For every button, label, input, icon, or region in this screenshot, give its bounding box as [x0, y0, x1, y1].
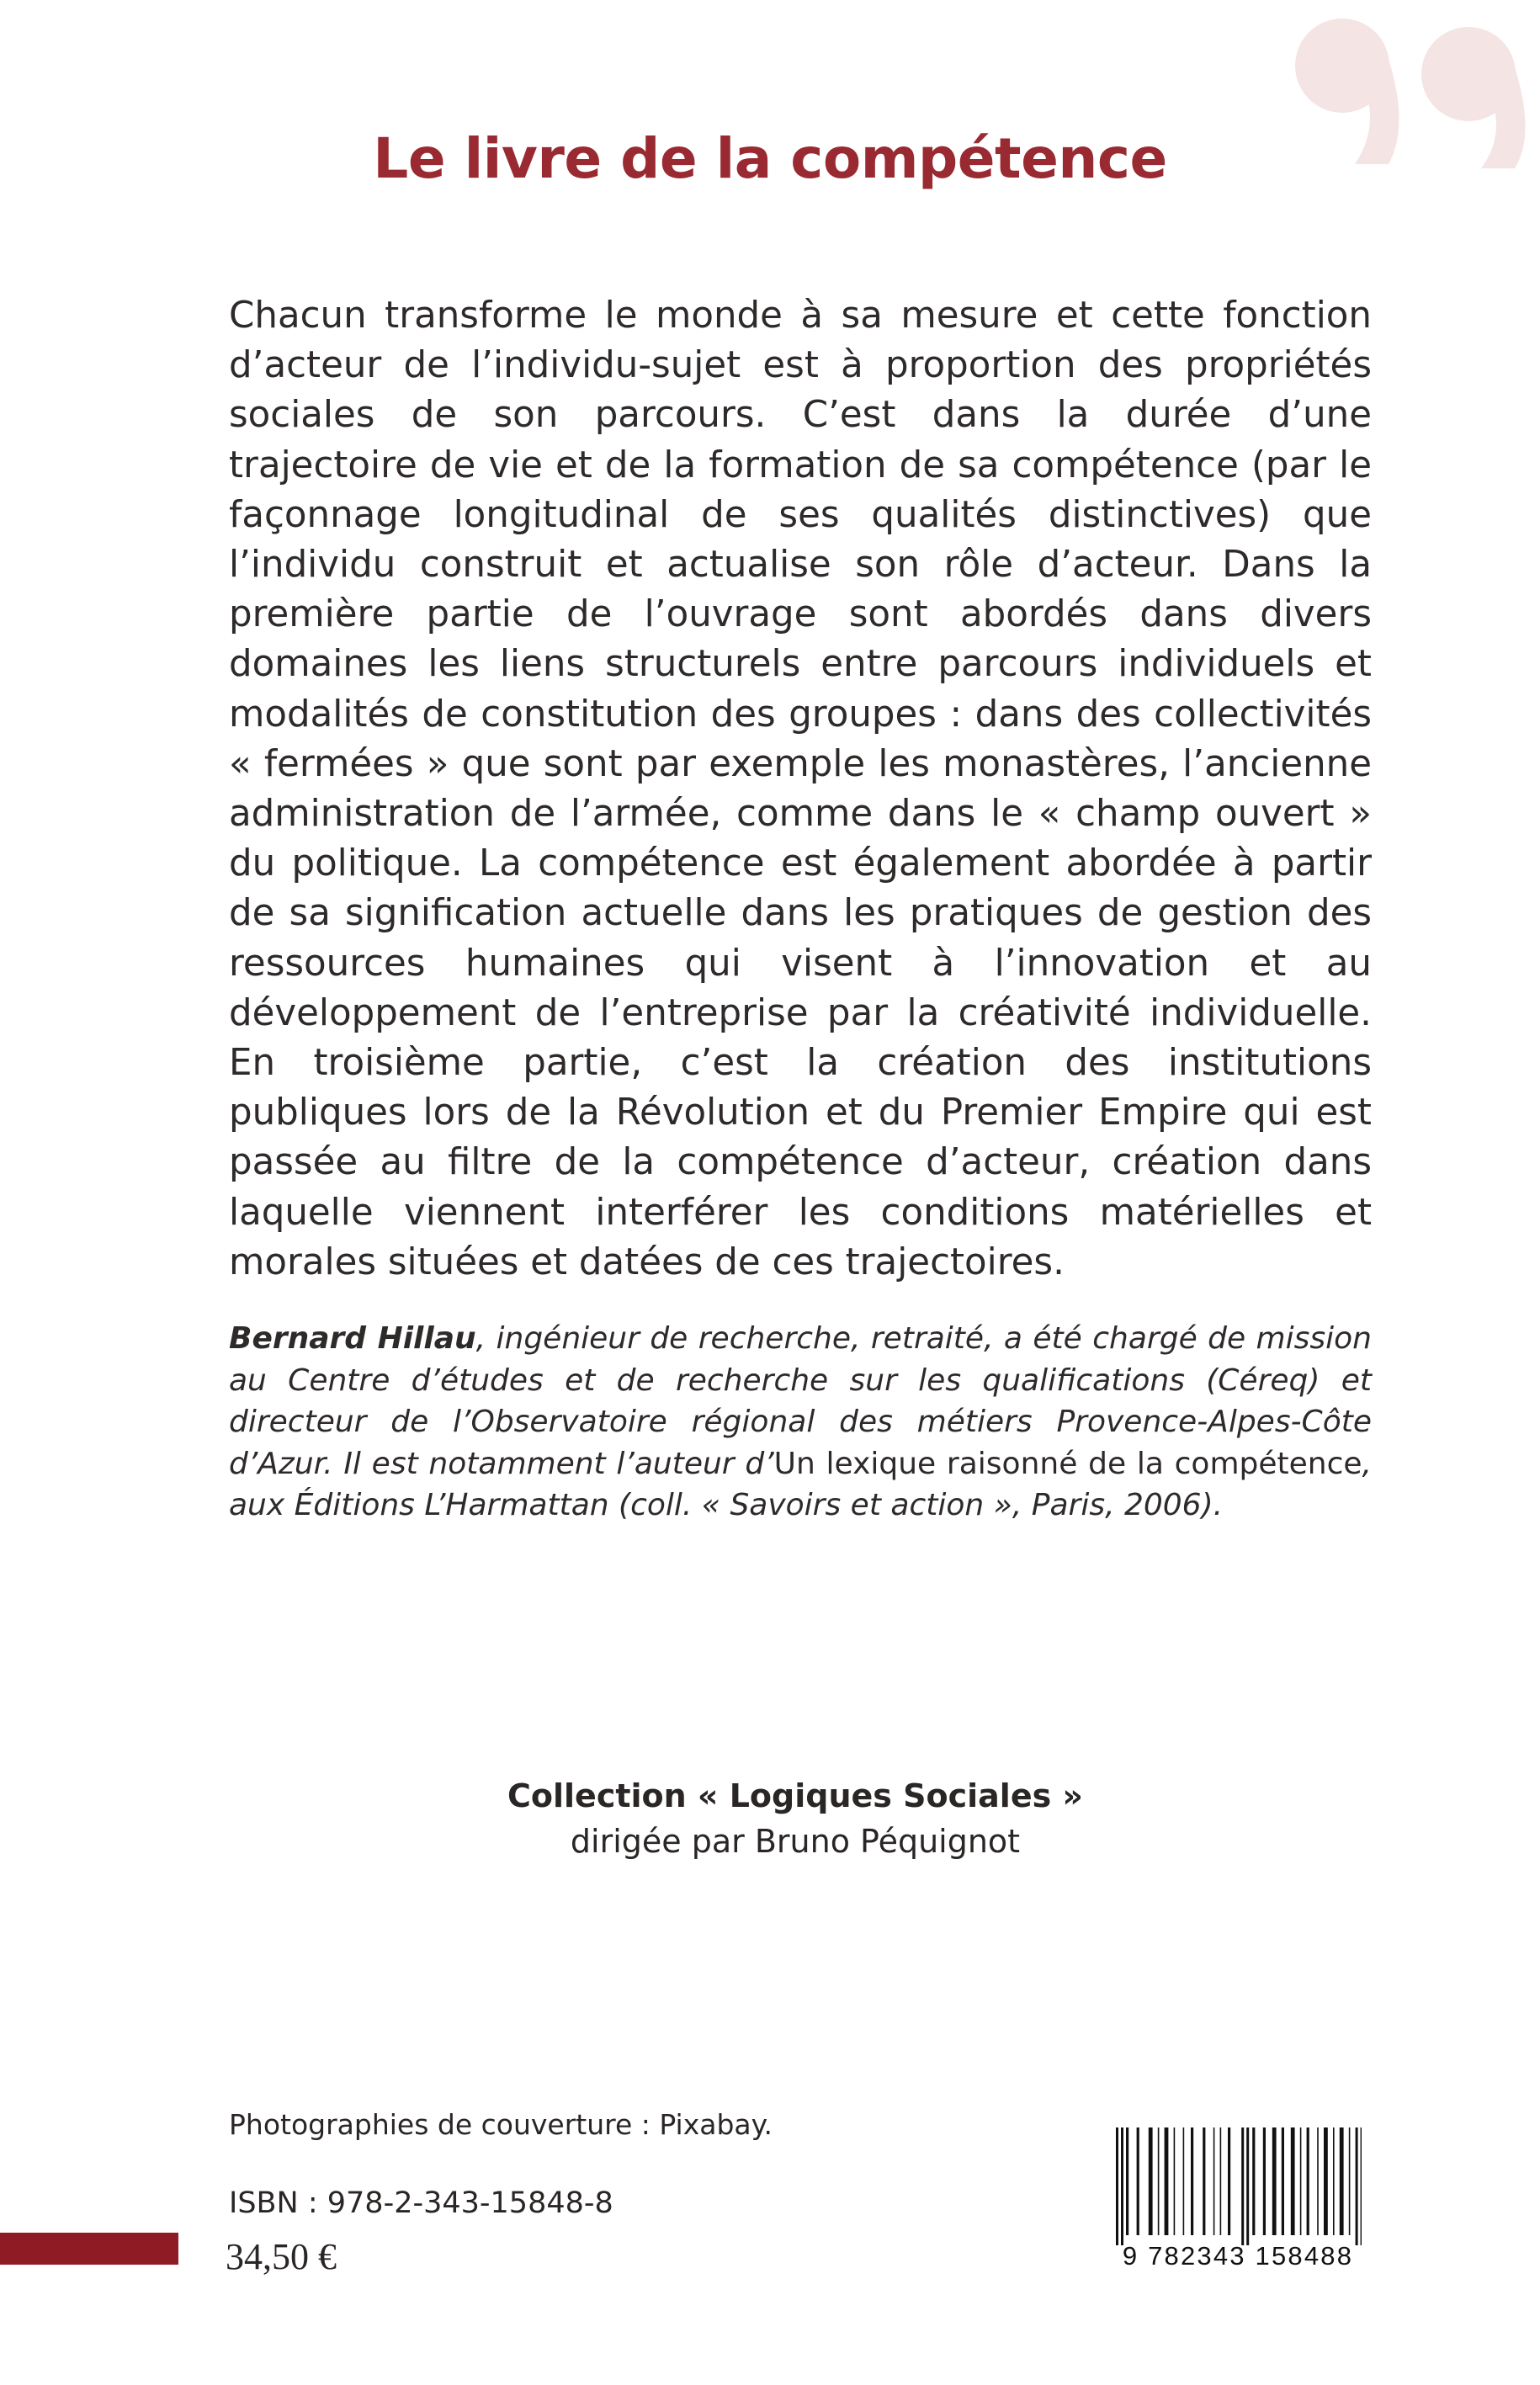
barcode-bars: [1114, 2127, 1362, 2245]
book-summary: Chacun transforme le monde à sa mesure et cette fonction d’acteur de l’individu-sujet est à proportion des propriétés sociales de son parcours. C’est dans la durée d’une trajectoire de vie et de la formation de sa compétence (par le façonnage longitudinal de ses qualités distinctives) que l’individu construit et actualise son rôle d’acteur. Dans la première partie de l’ouvrage sont abordés dans divers domaines les liens structurels entre parcours individuels et modalités de constitution des groupes : dans des collectivités « fermées » que sont par exemple les monastères, l’ancienne administration de l’armée, comme dans le « champ ouvert » du politique. La compétence est également abordée à partir de sa signification actuelle dans les pratiques de gestion des ressources humaines qui visent à l’innovation et au développement de l’entreprise par la créativité individuelle. En troisième partie, c’est la création des institutions publiques lors de la Révolution et du Premier Empire qui est passée au filtre de la compétence d’acteur, création dans laquelle viennent interférer les conditions matérielles et morales situées et datées de ces trajectoires.: [229, 295, 1372, 1283]
author-bio: [229, 1318, 1372, 1527]
isbn: ISBN : 978-2-343-15848-8: [229, 2186, 613, 2220]
author-bio-text-1: , ingénieur de recherche, retraité, a été chargé de mission au Centre d’études et de recherche sur les qualifications (Céreq) et directeur de l’Observatoire régional des métiers Provence-Alpes-Côte d’Azur. Il est notamment l’auteur d’: [229, 1321, 1372, 1481]
author-name: Bernard Hillau: [229, 1321, 476, 1356]
book-title: Le livre de la compétence: [373, 126, 1167, 191]
author-book-title: Un lexique raisonné de la compétence: [773, 1446, 1362, 1481]
accent-bar: [0, 2233, 178, 2265]
price: 34,50 €: [226, 2236, 337, 2277]
collection-director: dirigée par Bruno Péquignot: [570, 1823, 1021, 1860]
barcode-digits: 9 782343 158488: [1122, 2241, 1354, 2271]
collection-title: Collection « Logiques Sociales »: [507, 1777, 1083, 1814]
photo-credits: Photographies de couverture : Pixabay.: [229, 2108, 773, 2141]
author-bio-text-2: , aux Éditions L’Harmattan (coll. « Savoirs et action », Paris, 2006).: [229, 1446, 1372, 1522]
